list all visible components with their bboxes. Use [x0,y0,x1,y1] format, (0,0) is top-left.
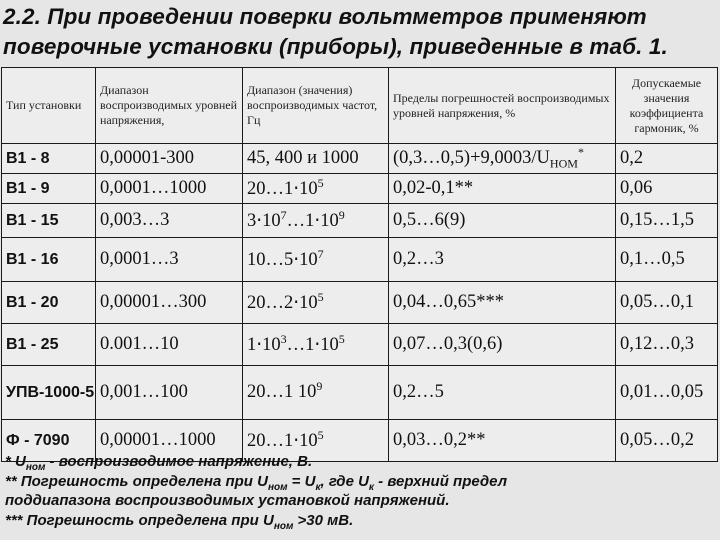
title-line-1: 2.2. При проведении поверки вольтметров применяют [3,4,647,29]
footnote-2-text-3: , где U [320,472,369,490]
cell-type: В1 - 25 [2,324,96,366]
frequency-text-end: …1⋅10 [286,210,339,231]
cell-voltage: 0,00001-300 [96,144,243,174]
error-superscript: * [577,144,584,159]
table-row [2,282,718,324]
footnote-2-text-2: = U [287,472,316,490]
footnote-2-subscript-1: ном [267,481,288,493]
frequency-exponent: 3 [280,331,287,346]
cell-type: Ф - 7090 [2,420,96,462]
cell-harmonics: 0,05…0,2 [616,420,718,462]
footnote-3-text: *** Погрешность определена при U [5,511,274,529]
table-row [2,324,718,366]
frequency-exponent: 5 [317,175,324,190]
footnote-2-subscript-2: к [315,481,321,493]
header-frequency-range: Диапазон (значения) воспроизводимых частот, Гц [243,68,389,144]
cell-error: 0,02-0,1** [389,174,616,204]
frequency-exponent-end: 5 [338,331,345,346]
calibration-units-table [1,67,718,462]
frequency-text: 20…1⋅10 [247,430,318,451]
table-row [2,174,718,204]
cell-error: 0,03…0,2** [389,420,616,462]
title-line-2: поверочные установки (приборы), приведенные в таб. 1. [3,34,668,59]
cell-frequency: 45, 400 и 1000 [243,144,389,174]
cell-type: В1 - 8 [2,144,96,174]
frequency-text: 20…1⋅10 [247,178,318,199]
cell-voltage: 0,003…3 [96,204,243,238]
cell-frequency [243,204,389,238]
footnotes [5,452,717,530]
frequency-exponent: 9 [316,378,323,393]
footnote-1-text-end: - воспроизводимое напряжение, В. [45,453,313,470]
footnote-2-continuation: поддиапазона воспроизводимых установкой напряжений. [5,492,450,509]
frequency-text: 10…5⋅10 [247,249,318,270]
footnote-2 [5,472,717,492]
frequency-exponent: 5 [317,289,324,304]
header-voltage-range: Диапазон воспроизводимых уровней напряжения, [96,68,243,144]
table-row [2,366,718,420]
cell-type: В1 - 16 [2,238,96,282]
cell-voltage: 0,0001…3 [96,238,243,282]
cell-error: 0,5…6(9) [389,204,616,238]
cell-error: 0,2…3 [389,238,616,282]
frequency-text-end: …1⋅10 [286,334,339,355]
cell-error: 0,04…0,65*** [389,282,616,324]
cell-frequency [243,174,389,204]
cell-frequency [243,324,389,366]
table-row [2,144,718,174]
cell-type: В1 - 20 [2,282,96,324]
table-header-row [2,68,718,144]
frequency-text: 20…1 10 [247,382,317,402]
footnote-1-text: * U [5,453,26,470]
header-harmonic-coefficient: Допускаемые значения коэффициента гармоник, % [616,68,718,144]
table-row [2,238,718,282]
cell-error [389,144,616,174]
frequency-exponent: 7 [317,246,324,261]
cell-type: УПВ-1000-5 [2,366,96,420]
table-row [2,204,718,238]
footnote-2-subscript-3: к [368,481,374,493]
frequency-text: 20…2⋅10 [247,292,318,313]
cell-error: 0,07…0,3(0,6) [389,324,616,366]
footnote-3-text-end: >30 мВ. [293,511,354,529]
cell-type: В1 - 15 [2,204,96,238]
cell-frequency [243,282,389,324]
slide-title [3,2,715,62]
header-unit-type: Тип установки [2,68,96,144]
cell-harmonics: 0,01…0,05 [616,366,718,420]
cell-harmonics: 0,05…0,1 [616,282,718,324]
cell-frequency [243,366,389,420]
cell-voltage: 0,0001…1000 [96,174,243,204]
cell-voltage: 0.001…10 [96,324,243,366]
header-error-limits: Пределы погрешностей воспроизводимых уровней напряжения, % [389,68,616,144]
cell-voltage: 0,00001…300 [96,282,243,324]
frequency-exponent-end: 9 [338,207,345,222]
footnote-3 [5,511,717,531]
cell-harmonics: 0,2 [616,144,718,174]
cell-frequency [243,238,389,282]
frequency-text: 1⋅10 [247,334,281,355]
footnote-2-text: ** Погрешность определена при U [5,472,268,490]
cell-harmonics: 0,15…1,5 [616,204,718,238]
footnote-1 [5,452,717,472]
frequency-exponent: 5 [317,427,324,442]
footnote-2-text-4: - верхний предел [374,472,508,490]
cell-voltage: 0,00001…1000 [96,420,243,462]
cell-type: В1 - 9 [2,174,96,204]
frequency-text: 3⋅10 [247,210,281,231]
cell-voltage: 0,001…100 [96,366,243,420]
error-text: (0,3…0,5)+9,0003/U [393,148,550,168]
footnote-1-subscript: ном [25,462,46,473]
error-subscript: НОМ [549,156,578,171]
footnote-3-subscript: ном [273,520,294,532]
cell-harmonics: 0,12…0,3 [616,324,718,366]
cell-error: 0,2…5 [389,366,616,420]
cell-harmonics: 0,1…0,5 [616,238,718,282]
cell-harmonics: 0,06 [616,174,718,204]
frequency-exponent: 7 [280,207,287,222]
